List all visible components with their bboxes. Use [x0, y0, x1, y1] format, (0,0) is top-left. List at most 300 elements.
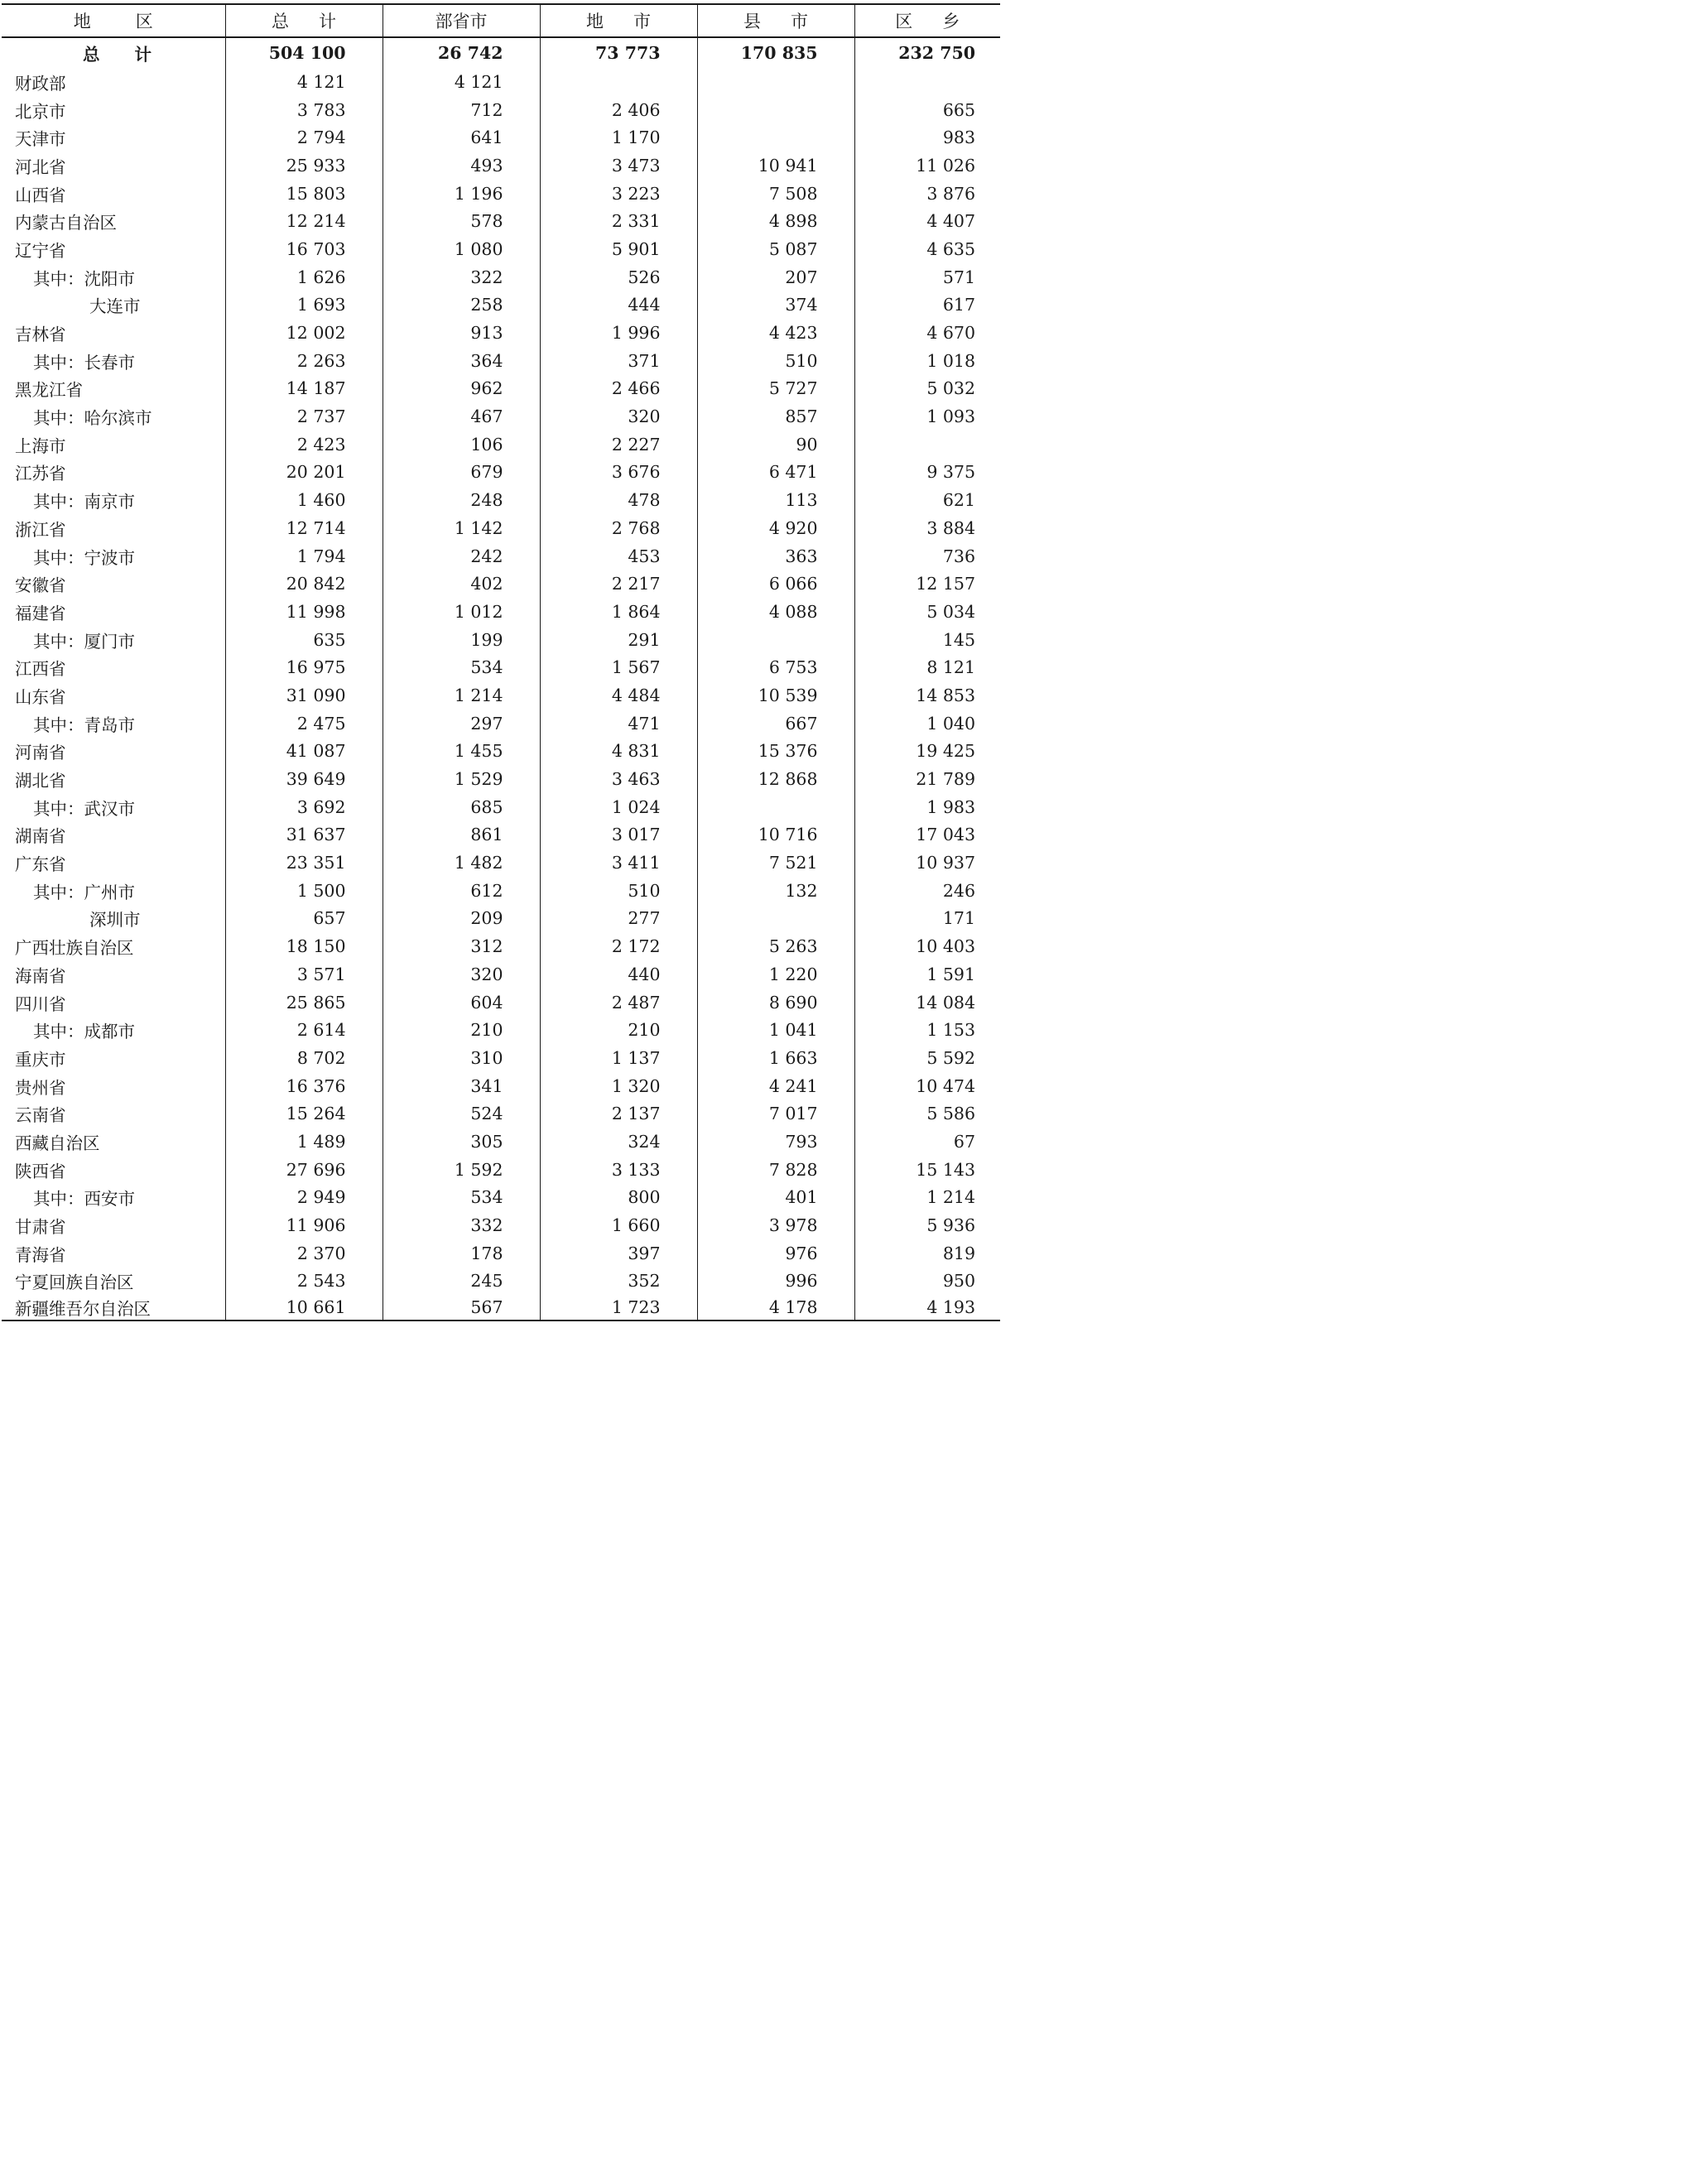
cell-county: 4 241: [697, 1072, 854, 1100]
region-name: 其中：武汉市: [33, 798, 135, 819]
header-region: 地 区: [2, 4, 225, 37]
cell-all: 18 150: [225, 932, 383, 960]
cell-all: 3 783: [225, 96, 383, 124]
cell-district: 5 032: [854, 375, 1000, 403]
cell-ministry-province: 199: [383, 626, 540, 654]
cell-ministry-province: 312: [383, 932, 540, 960]
cell-prefecture: 3 676: [540, 459, 697, 487]
cell-all: 12 714: [225, 514, 383, 542]
table-row: [2, 207, 1000, 235]
cell-county: [697, 123, 854, 152]
header-district-township: 区 乡: [854, 4, 1000, 37]
cell-ministry-province: 209: [383, 905, 540, 933]
region-name: 其中：西安市: [33, 1189, 135, 1210]
region-name: 其中：青岛市: [33, 714, 135, 735]
cell-county: 667: [697, 710, 854, 738]
cell-ministry-province: 4 121: [383, 68, 540, 96]
table-row: [2, 291, 1000, 320]
cell-district: 1 040: [854, 710, 1000, 738]
cell-district: 4 193: [854, 1295, 1000, 1321]
total-row: [2, 37, 1000, 68]
cell-district: 1 018: [854, 347, 1000, 375]
cell-district: 14 853: [854, 681, 1000, 710]
cell-ministry-province: 364: [383, 347, 540, 375]
cell-prefecture: 2 768: [540, 514, 697, 542]
table-row: [2, 626, 1000, 654]
cell-district: 11 026: [854, 152, 1000, 180]
cell-all: 16 376: [225, 1072, 383, 1100]
cell-county: 7 508: [697, 180, 854, 208]
cell-prefecture: 277: [540, 905, 697, 933]
cell-prefecture: 2 217: [540, 570, 697, 598]
cell-prefecture: 5 901: [540, 235, 697, 263]
table-row: [2, 905, 1000, 933]
cell-prefecture: 3 133: [540, 1156, 697, 1184]
cell-prefecture: 4 831: [540, 738, 697, 766]
region-name: 重庆市: [15, 1049, 66, 1070]
region-name: 内蒙古自治区: [15, 213, 117, 233]
cell-county: 4 920: [697, 514, 854, 542]
region-name: 其中：宁波市: [33, 547, 135, 568]
table-row: [2, 542, 1000, 570]
cell-prefecture: 1 864: [540, 598, 697, 626]
cell-county: 1 220: [697, 960, 854, 989]
cell-county: 6 066: [697, 570, 854, 598]
cell-ministry-province: 322: [383, 263, 540, 291]
table-row: [2, 960, 1000, 989]
cell-county: 1 663: [697, 1044, 854, 1072]
cell-ministry-province: 1 455: [383, 738, 540, 766]
region-name: 广东省: [15, 854, 66, 875]
cell-county: 1 041: [697, 1016, 854, 1044]
total-cell-prefecture: 73 773: [540, 37, 697, 68]
cell-prefecture: 397: [540, 1239, 697, 1268]
table-row: [2, 375, 1000, 403]
region-name: 其中：哈尔滨市: [33, 408, 152, 429]
cell-district: 145: [854, 626, 1000, 654]
table-row: [2, 877, 1000, 905]
cell-all: 2 737: [225, 402, 383, 431]
cell-ministry-province: 578: [383, 207, 540, 235]
cell-prefecture: 471: [540, 710, 697, 738]
table-row: [2, 1156, 1000, 1184]
cell-county: 510: [697, 347, 854, 375]
region-name: 其中：长春市: [33, 352, 135, 373]
cell-all: 15 803: [225, 180, 383, 208]
cell-district: 4 670: [854, 319, 1000, 347]
cell-district: 5 034: [854, 598, 1000, 626]
cell-county: 5 087: [697, 235, 854, 263]
total-cell-district: 232 750: [854, 37, 1000, 68]
table-row: [2, 793, 1000, 821]
cell-all: 2 423: [225, 431, 383, 459]
region-name: 山东省: [15, 686, 66, 707]
cell-all: 12 214: [225, 207, 383, 235]
cell-prefecture: 291: [540, 626, 697, 654]
cell-all: 15 264: [225, 1099, 383, 1128]
cell-ministry-province: 712: [383, 96, 540, 124]
cell-district: 571: [854, 263, 1000, 291]
region-name: 湖北省: [15, 771, 66, 791]
table-row: [2, 1295, 1000, 1321]
cell-ministry-province: 612: [383, 877, 540, 905]
cell-prefecture: 324: [540, 1128, 697, 1156]
cell-prefecture: 2 331: [540, 207, 697, 235]
cell-all: 635: [225, 626, 383, 654]
cell-all: 20 842: [225, 570, 383, 598]
cell-county: 132: [697, 877, 854, 905]
cell-prefecture: 3 223: [540, 180, 697, 208]
region-name: 其中：广州市: [33, 882, 135, 902]
cell-all: 41 087: [225, 738, 383, 766]
table-row: [2, 96, 1000, 124]
table-row: [2, 821, 1000, 849]
region-name: 四川省: [15, 993, 66, 1014]
cell-ministry-province: 248: [383, 486, 540, 514]
cell-prefecture: 1 320: [540, 1072, 697, 1100]
table-row: [2, 1016, 1000, 1044]
table-row: [2, 1128, 1000, 1156]
cell-all: 4 121: [225, 68, 383, 96]
cell-all: 2 949: [225, 1184, 383, 1212]
cell-ministry-province: 1 592: [383, 1156, 540, 1184]
table-row: [2, 152, 1000, 180]
cell-district: 67: [854, 1128, 1000, 1156]
region-name: 其中：南京市: [33, 492, 135, 512]
cell-ministry-province: 1 012: [383, 598, 540, 626]
cell-all: 2 543: [225, 1268, 383, 1296]
cell-prefecture: 2 487: [540, 989, 697, 1017]
cell-county: 7 828: [697, 1156, 854, 1184]
region-name: 西藏自治区: [15, 1133, 100, 1153]
cell-ministry-province: 341: [383, 1072, 540, 1100]
cell-prefecture: 800: [540, 1184, 697, 1212]
cell-prefecture: 440: [540, 960, 697, 989]
cell-district: 617: [854, 291, 1000, 320]
table-row: [2, 319, 1000, 347]
cell-prefecture: 1 024: [540, 793, 697, 821]
cell-prefecture: 1 567: [540, 653, 697, 681]
table-row: [2, 347, 1000, 375]
cell-prefecture: 1 170: [540, 123, 697, 152]
table-row: [2, 459, 1000, 487]
cell-district: [854, 431, 1000, 459]
cell-district: 665: [854, 96, 1000, 124]
cell-district: 1 153: [854, 1016, 1000, 1044]
cell-district: 9 375: [854, 459, 1000, 487]
cell-county: [697, 905, 854, 933]
cell-county: [697, 626, 854, 654]
cell-county: 10 539: [697, 681, 854, 710]
cell-county: 6 471: [697, 459, 854, 487]
cell-all: 11 998: [225, 598, 383, 626]
cell-county: 113: [697, 486, 854, 514]
cell-district: 8 121: [854, 653, 1000, 681]
cell-district: 19 425: [854, 738, 1000, 766]
cell-ministry-province: 685: [383, 793, 540, 821]
region-name: 浙江省: [15, 519, 66, 540]
cell-all: 1 460: [225, 486, 383, 514]
cell-prefecture: 444: [540, 291, 697, 320]
cell-district: 4 407: [854, 207, 1000, 235]
cell-ministry-province: 493: [383, 152, 540, 180]
table-row: [2, 402, 1000, 431]
cell-all: 25 933: [225, 152, 383, 180]
cell-prefecture: 1 996: [540, 319, 697, 347]
table-row: [2, 1184, 1000, 1212]
cell-all: 3 571: [225, 960, 383, 989]
cell-all: 39 649: [225, 765, 383, 793]
cell-ministry-province: 534: [383, 653, 540, 681]
cell-district: 171: [854, 905, 1000, 933]
cell-county: 10 716: [697, 821, 854, 849]
cell-county: 7 521: [697, 849, 854, 877]
cell-prefecture: 1 137: [540, 1044, 697, 1072]
header-ministry-province: 部省市: [383, 4, 540, 37]
region-name: 甘肃省: [15, 1217, 66, 1238]
cell-county: 15 376: [697, 738, 854, 766]
region-name: 福建省: [15, 603, 66, 623]
cell-district: 17 043: [854, 821, 1000, 849]
table-row: [2, 1099, 1000, 1128]
cell-prefecture: 2 406: [540, 96, 697, 124]
cell-prefecture: 2 227: [540, 431, 697, 459]
cell-ministry-province: 1 482: [383, 849, 540, 877]
cell-district: [854, 68, 1000, 96]
cell-district: 15 143: [854, 1156, 1000, 1184]
region-name: 宁夏回族自治区: [15, 1272, 134, 1293]
cell-county: 6 753: [697, 653, 854, 681]
cell-county: 401: [697, 1184, 854, 1212]
cell-ministry-province: 567: [383, 1295, 540, 1321]
cell-county: 90: [697, 431, 854, 459]
region-name: 贵州省: [15, 1077, 66, 1098]
cell-district: 819: [854, 1239, 1000, 1268]
region-name: 广西壮族自治区: [15, 938, 134, 959]
cell-county: [697, 793, 854, 821]
cell-ministry-province: 1 196: [383, 180, 540, 208]
cell-county: 207: [697, 263, 854, 291]
table-row: [2, 681, 1000, 710]
cell-ministry-province: 1 080: [383, 235, 540, 263]
cell-all: 8 702: [225, 1044, 383, 1072]
cell-ministry-province: 524: [383, 1099, 540, 1128]
region-name: 其中：厦门市: [33, 631, 135, 652]
header-county-city: 县 市: [697, 4, 854, 37]
cell-district: 14 084: [854, 989, 1000, 1017]
cell-all: 2 614: [225, 1016, 383, 1044]
cell-ministry-province: 534: [383, 1184, 540, 1212]
header-prefecture-city: 地 市: [540, 4, 697, 37]
cell-ministry-province: 861: [383, 821, 540, 849]
cell-prefecture: 352: [540, 1268, 697, 1296]
region-name: 辽宁省: [15, 240, 66, 261]
cell-county: 996: [697, 1268, 854, 1296]
cell-all: 25 865: [225, 989, 383, 1017]
table-row: [2, 932, 1000, 960]
cell-county: 374: [697, 291, 854, 320]
cell-district: 4 635: [854, 235, 1000, 263]
cell-all: 1 693: [225, 291, 383, 320]
cell-district: 621: [854, 486, 1000, 514]
cell-ministry-province: 402: [383, 570, 540, 598]
region-name: 江苏省: [15, 464, 66, 484]
cell-district: 10 937: [854, 849, 1000, 877]
table-row: [2, 653, 1000, 681]
header-row: [2, 4, 1000, 37]
cell-all: 2 263: [225, 347, 383, 375]
region-name: 山西省: [15, 185, 66, 205]
region-name: 新疆维吾尔自治区: [2, 1295, 225, 1321]
cell-district: 1 983: [854, 793, 1000, 821]
table-row: [2, 1044, 1000, 1072]
cell-county: 976: [697, 1239, 854, 1268]
cell-all: 14 187: [225, 375, 383, 403]
cell-district: 736: [854, 542, 1000, 570]
total-cell-county: 170 835: [697, 37, 854, 68]
cell-all: 2 475: [225, 710, 383, 738]
cell-district: 5 936: [854, 1211, 1000, 1239]
cell-county: 10 941: [697, 152, 854, 180]
region-name: 安徽省: [15, 575, 66, 596]
cell-prefecture: 4 484: [540, 681, 697, 710]
cell-ministry-province: 1 529: [383, 765, 540, 793]
cell-prefecture: 2 137: [540, 1099, 697, 1128]
cell-district: 1 214: [854, 1184, 1000, 1212]
cell-ministry-province: 1 142: [383, 514, 540, 542]
cell-district: 10 474: [854, 1072, 1000, 1100]
region-name: 大连市: [89, 296, 141, 317]
cell-all: 657: [225, 905, 383, 933]
table-row: [2, 849, 1000, 877]
region-name: 上海市: [15, 435, 66, 456]
cell-county: 4 178: [697, 1295, 854, 1321]
region-name: 江西省: [15, 659, 66, 680]
cell-county: 4 088: [697, 598, 854, 626]
cell-ministry-province: 320: [383, 960, 540, 989]
cell-all: 2 370: [225, 1239, 383, 1268]
cell-prefecture: 3 463: [540, 765, 697, 793]
cell-district: 246: [854, 877, 1000, 905]
cell-ministry-province: 106: [383, 431, 540, 459]
cell-county: [697, 68, 854, 96]
cell-county: 7 017: [697, 1099, 854, 1128]
region-name: 深圳市: [89, 910, 141, 931]
cell-prefecture: 510: [540, 877, 697, 905]
cell-ministry-province: 210: [383, 1016, 540, 1044]
total-cell-ministry-province: 26 742: [383, 37, 540, 68]
cell-ministry-province: 962: [383, 375, 540, 403]
table-row: [2, 180, 1000, 208]
cell-all: 16 975: [225, 653, 383, 681]
cell-county: 363: [697, 542, 854, 570]
cell-district: 5 586: [854, 1099, 1000, 1128]
cell-prefecture: 2 466: [540, 375, 697, 403]
table-row: [2, 570, 1000, 598]
region-name: 湖南省: [15, 826, 66, 847]
cell-district: 3 876: [854, 180, 1000, 208]
cell-prefecture: [540, 68, 697, 96]
cell-county: 5 727: [697, 375, 854, 403]
cell-all: 27 696: [225, 1156, 383, 1184]
table-row: [2, 738, 1000, 766]
cell-prefecture: 320: [540, 402, 697, 431]
table-header: [2, 4, 1000, 37]
cell-prefecture: 453: [540, 542, 697, 570]
region-name: 云南省: [15, 1105, 66, 1126]
region-name: 陕西省: [15, 1161, 66, 1181]
statistics-table-container: [2, 3, 1000, 1321]
table-row: [2, 123, 1000, 152]
cell-ministry-province: 604: [383, 989, 540, 1017]
cell-all: 1 626: [225, 263, 383, 291]
cell-district: 12 157: [854, 570, 1000, 598]
cell-county: 4 423: [697, 319, 854, 347]
region-name: 河北省: [15, 156, 66, 177]
cell-ministry-province: 258: [383, 291, 540, 320]
cell-all: 1 489: [225, 1128, 383, 1156]
cell-all: 11 906: [225, 1211, 383, 1239]
region-name: 吉林省: [15, 325, 66, 345]
cell-prefecture: 478: [540, 486, 697, 514]
total-cell-all: 504 100: [225, 37, 383, 68]
cell-county: 857: [697, 402, 854, 431]
cell-prefecture: 3 473: [540, 152, 697, 180]
cell-ministry-province: 305: [383, 1128, 540, 1156]
table-row: [2, 263, 1000, 291]
cell-ministry-province: 178: [383, 1239, 540, 1268]
cell-ministry-province: 641: [383, 123, 540, 152]
cell-all: 10 661: [225, 1295, 383, 1321]
region-name: 河南省: [15, 743, 66, 763]
cell-district: 983: [854, 123, 1000, 152]
cell-all: 31 637: [225, 821, 383, 849]
cell-county: 3 978: [697, 1211, 854, 1239]
cell-prefecture: 526: [540, 263, 697, 291]
cell-all: 2 794: [225, 123, 383, 152]
cell-county: 12 868: [697, 765, 854, 793]
cell-ministry-province: 913: [383, 319, 540, 347]
cell-ministry-province: 297: [383, 710, 540, 738]
cell-prefecture: 3 411: [540, 849, 697, 877]
cell-district: 21 789: [854, 765, 1000, 793]
cell-ministry-province: 1 214: [383, 681, 540, 710]
cell-all: 31 090: [225, 681, 383, 710]
region-name: 天津市: [15, 129, 66, 150]
cell-district: 950: [854, 1268, 1000, 1296]
table-row: [2, 765, 1000, 793]
cell-district: 1 591: [854, 960, 1000, 989]
cell-all: 12 002: [225, 319, 383, 347]
region-name: 青海省: [15, 1244, 66, 1265]
cell-district: 10 403: [854, 932, 1000, 960]
cell-all: 23 351: [225, 849, 383, 877]
cell-ministry-province: 242: [383, 542, 540, 570]
table-row: [2, 68, 1000, 96]
cell-county: 793: [697, 1128, 854, 1156]
cell-prefecture: 1 660: [540, 1211, 697, 1239]
region-name: 财政部: [15, 73, 66, 94]
table-row: [2, 514, 1000, 542]
total-row-label: 总 计: [83, 45, 152, 65]
cell-district: 1 093: [854, 402, 1000, 431]
region-name: 海南省: [15, 965, 66, 986]
region-name: 黑龙江省: [15, 380, 83, 401]
table-row: [2, 598, 1000, 626]
cell-all: 20 201: [225, 459, 383, 487]
cell-prefecture: 1 723: [540, 1295, 697, 1321]
statistics-table: [2, 3, 1000, 1321]
